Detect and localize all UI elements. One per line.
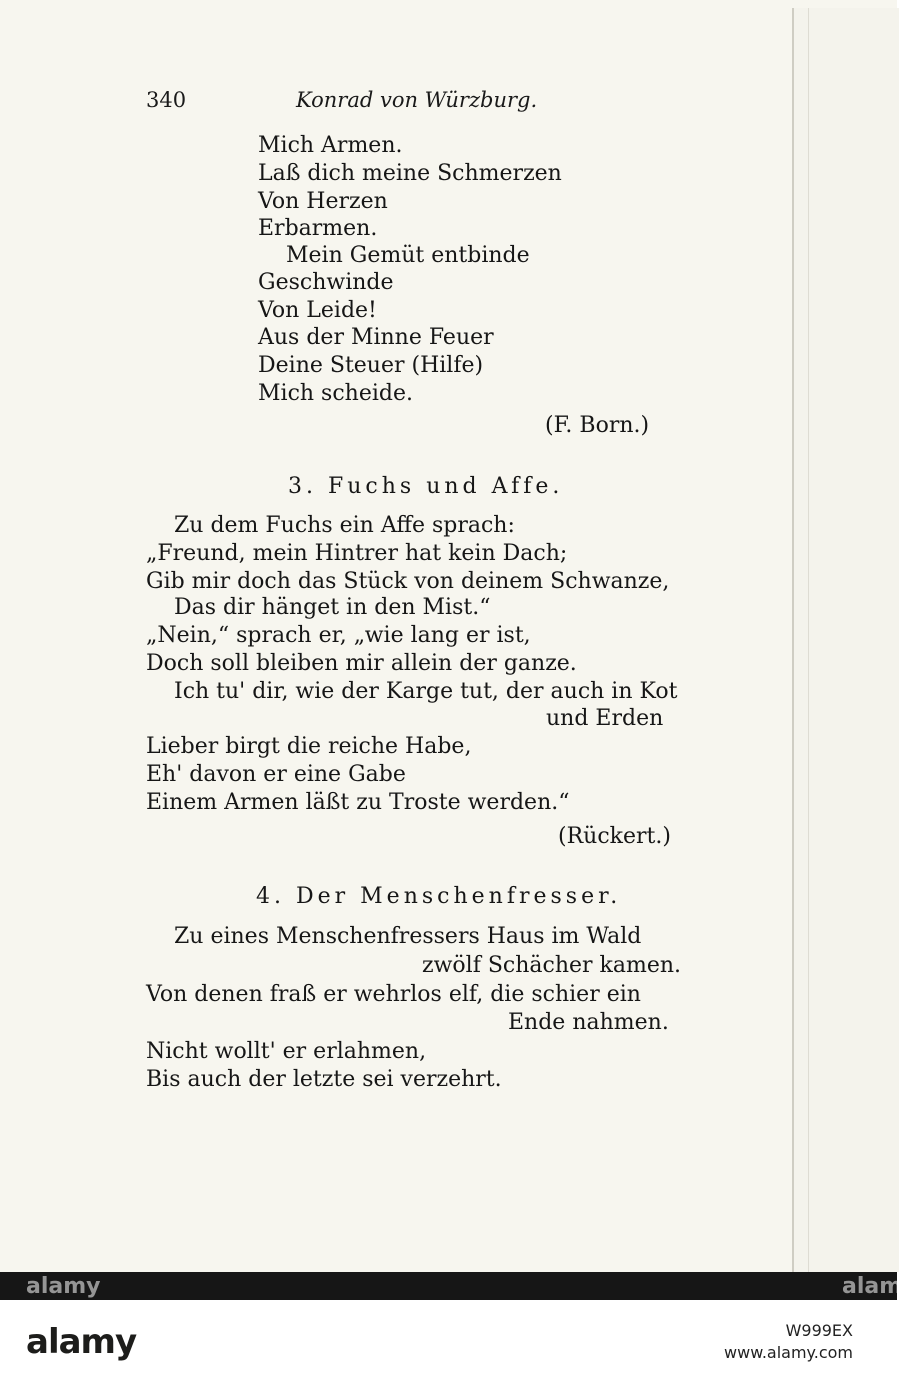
poem1-line: Von Herzen bbox=[258, 189, 388, 214]
poem1-line: Von Leide! bbox=[258, 298, 377, 323]
poem1-line: Deine Steuer (Hilfe) bbox=[258, 353, 484, 378]
poem1-line: Erbarmen. bbox=[258, 216, 378, 241]
poem1-line: Mich scheide. bbox=[258, 381, 413, 406]
poem2-line: und Erden bbox=[546, 706, 664, 731]
poem3-heading: 4. Der Menschenfresser. bbox=[256, 884, 622, 909]
poem2-line: „Freund, mein Hintrer hat kein Dach; bbox=[146, 541, 568, 566]
stock-info bbox=[724, 1320, 853, 1364]
poem3-line: Von denen fraß er wehrlos elf, die schier ein bbox=[146, 982, 641, 1007]
poem2-line: Lieber birgt die reiche Habe, bbox=[146, 734, 472, 759]
poem1-attribution: (F. Born.) bbox=[545, 413, 650, 438]
poem3-line: zwölf Schächer kamen. bbox=[422, 953, 682, 978]
image-id: W999EX bbox=[785, 1321, 853, 1340]
poem1-line: Geschwinde bbox=[258, 270, 394, 295]
poem2-line: Ich tu' dir, wie der Karge tut, der auch in Kot bbox=[174, 679, 678, 704]
poem2-heading: 3. Fuchs und Affe. bbox=[288, 474, 564, 499]
stock-logo: alamy bbox=[26, 1322, 137, 1362]
page-fold-line bbox=[808, 8, 809, 1272]
poem2-line: Zu dem Fuchs ein Affe sprach: bbox=[174, 513, 515, 538]
poem2-line: Eh' davon er eine Gabe bbox=[146, 762, 406, 787]
poem1-line: Aus der Minne Feuer bbox=[258, 325, 494, 350]
poem3-line: Ende nahmen. bbox=[508, 1010, 669, 1035]
poem1-line: Laß dich meine Schmerzen bbox=[258, 161, 562, 186]
poem2-line: Das dir hänget in den Mist.“ bbox=[174, 595, 491, 620]
poem3-line: Nicht wollt' er erlahmen, bbox=[146, 1039, 427, 1064]
poem2-line: Doch soll bleiben mir allein der ganze. bbox=[146, 651, 577, 676]
page-number: 340 bbox=[146, 88, 187, 112]
scan-dark-band bbox=[0, 1272, 897, 1300]
watermark: alamy bbox=[26, 1274, 101, 1299]
stock-site: www.alamy.com bbox=[724, 1343, 853, 1362]
poem2-line: Gib mir doch das Stück von deinem Schwanze, bbox=[146, 569, 670, 594]
running-title: Konrad von Würzburg. bbox=[296, 88, 538, 112]
poem3-line: Bis auch der letzte sei verzehrt. bbox=[146, 1067, 502, 1092]
poem1-line: Mich Armen. bbox=[258, 133, 403, 158]
poem3-line: Zu eines Menschenfressers Haus im Wald bbox=[174, 924, 642, 949]
poem1-line: Mein Gemüt entbinde bbox=[286, 243, 530, 268]
watermark: alamy bbox=[842, 1274, 917, 1299]
poem2-line: „Nein,“ sprach er, „wie lang er ist, bbox=[146, 623, 531, 648]
poem2-attribution: (Rückert.) bbox=[558, 824, 671, 849]
poem2-line: Einem Armen läßt zu Troste werden.“ bbox=[146, 790, 570, 815]
